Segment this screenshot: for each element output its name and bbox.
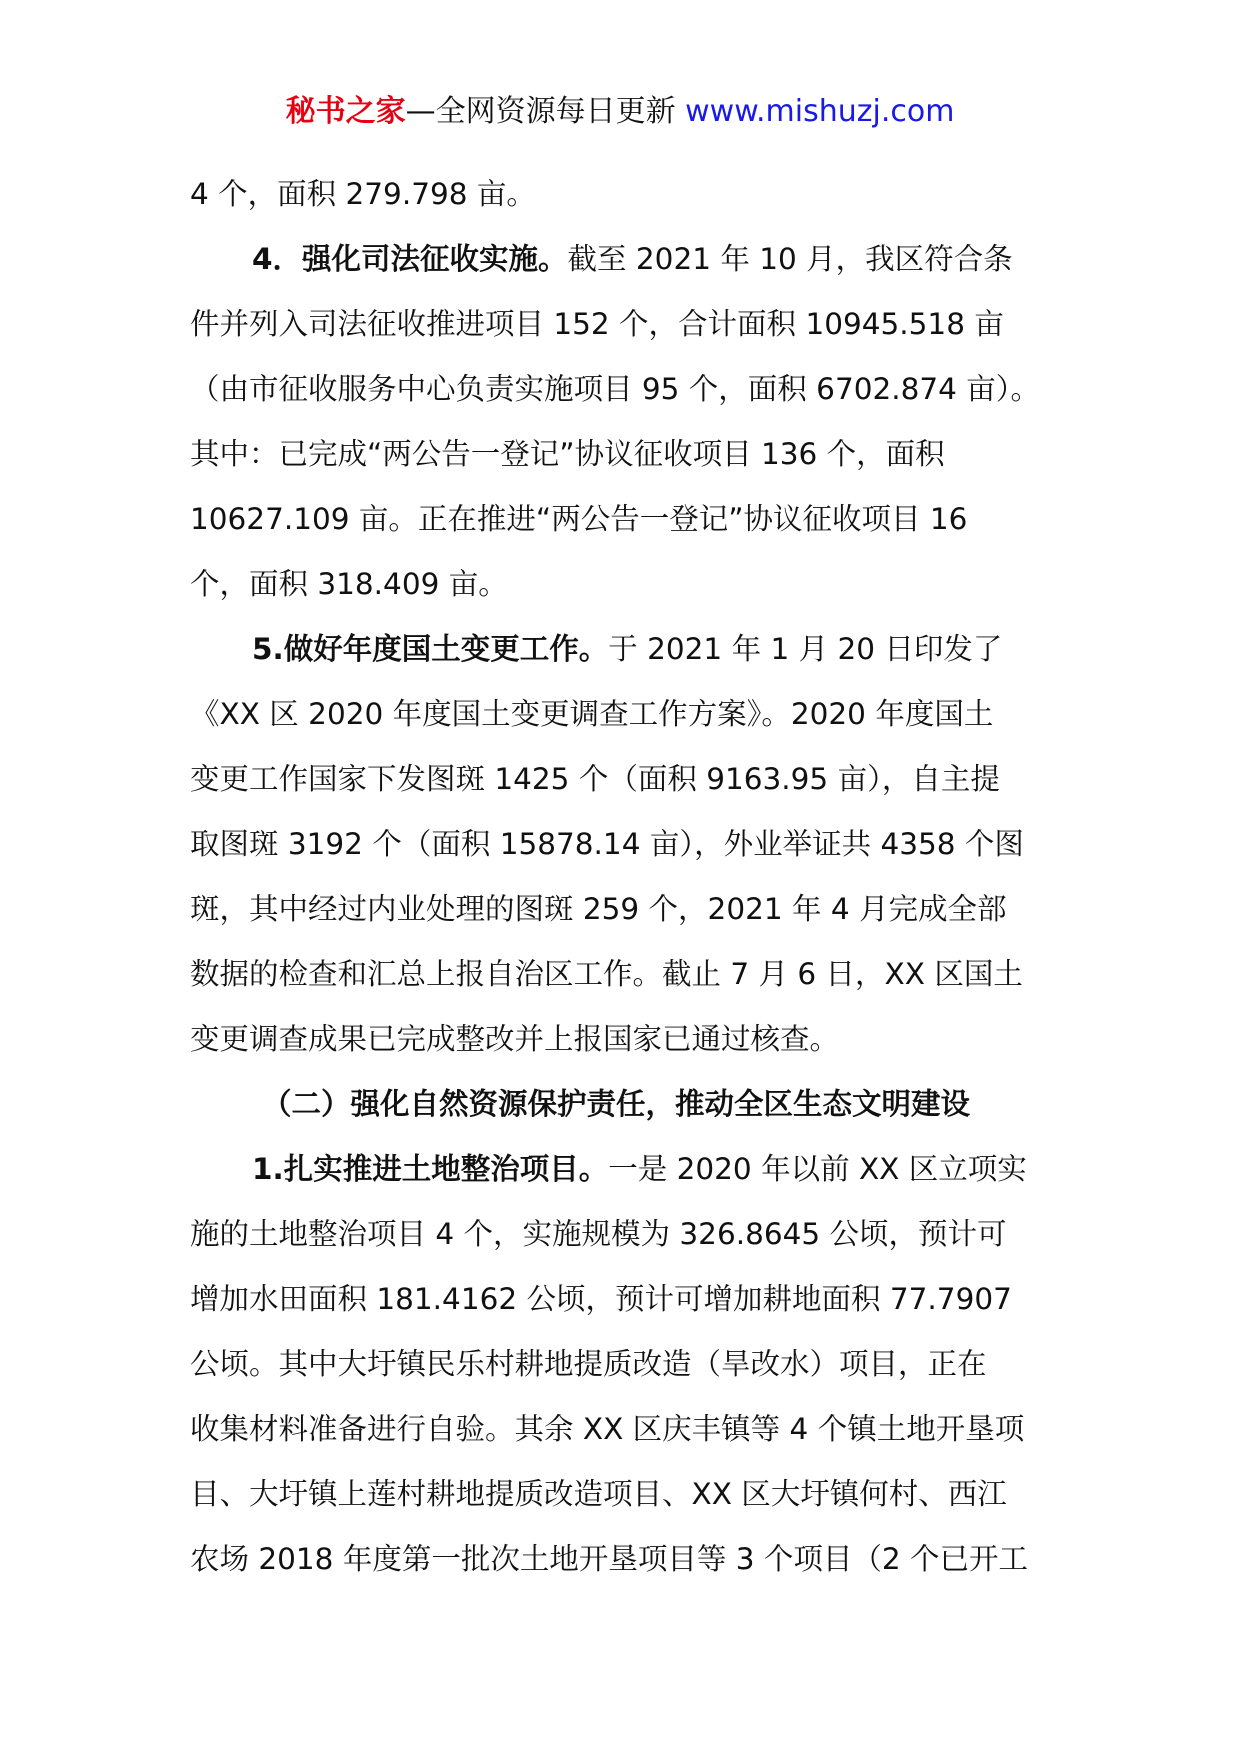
section-heading: （二）强化自然资源保护责任，推动全区生态文明建设	[262, 1087, 971, 1121]
subsection-title: 5.做好年度国土变更工作。	[252, 632, 609, 666]
text-line: 农场 2018 年度第一批次土地开垦项目等 3 个项目（2 个已开工	[190, 1542, 1028, 1576]
text-line: 数据的检查和汇总上报自治区工作。截止 7 月 6 日，XX 区国土	[190, 957, 1023, 991]
text-line: 件并列入司法征收推进项目 152 个，合计面积 10945.518 亩	[190, 307, 1004, 341]
text-line: （由市征收服务中心负责实施项目 95 个，面积 6702.874 亩）。	[190, 372, 1041, 406]
site-url: www.mishuzj.com	[685, 94, 955, 129]
document-body	[190, 162, 1060, 1592]
text-line: 取图斑 3192 个（面积 15878.14 亩），外业举证共 4358 个图	[190, 827, 1024, 861]
text-line: 其中：已完成“两公告一登记”协议征收项目 136 个，面积	[190, 437, 945, 471]
text-line: 10627.109 亩。正在推进“两公告一登记”协议征收项目 16	[190, 502, 968, 536]
text-line: 收集材料准备进行自验。其余 XX 区庆丰镇等 4 个镇土地开垦项	[190, 1412, 1025, 1446]
text-line: 增加水田面积 181.4162 公顷，预计可增加耕地面积 77.7907	[190, 1282, 1012, 1316]
text-line: 4 个，面积 279.798 亩。	[190, 177, 536, 211]
text-line: 个，面积 318.409 亩。	[190, 567, 508, 601]
text-line: 变更工作国家下发图斑 1425 个（面积 9163.95 亩），自主提	[190, 762, 1000, 796]
subsection-line: 1.扎实推进土地整治项目。一是 2020 年以前 XX 区立项实	[252, 1152, 1027, 1186]
subsection-title: 1.扎实推进土地整治项目。	[252, 1152, 609, 1186]
site-tagline: —全网资源每日更新	[405, 94, 676, 129]
text-line: 《XX 区 2020 年度国土变更调查工作方案》。2020 年度国土	[190, 697, 994, 731]
subsection-line: 4．强化司法征收实施。截至 2021 年 10 月，我区符合条	[252, 242, 1013, 276]
text-line: 目、大圩镇上莲村耕地提质改造项目、XX 区大圩镇何村、西江	[190, 1477, 1007, 1511]
subsection-title: 4．强化司法征收实施。	[252, 242, 568, 276]
text-line: 公顷。其中大圩镇民乐村耕地提质改造（旱改水）项目，正在	[190, 1347, 987, 1381]
text-line: 变更调查成果已完成整改并上报国家已通过核查。	[190, 1022, 840, 1056]
subsection-line: 5.做好年度国土变更工作。于 2021 年 1 月 20 日印发了	[252, 632, 1003, 666]
brand-name: 秘书之家	[285, 94, 406, 129]
site-header	[0, 92, 1240, 132]
text-line: 斑，其中经过内业处理的图斑 259 个，2021 年 4 月完成全部	[190, 892, 1007, 926]
text-line: 施的土地整治项目 4 个，实施规模为 326.8645 公顷，预计可	[190, 1217, 1007, 1251]
